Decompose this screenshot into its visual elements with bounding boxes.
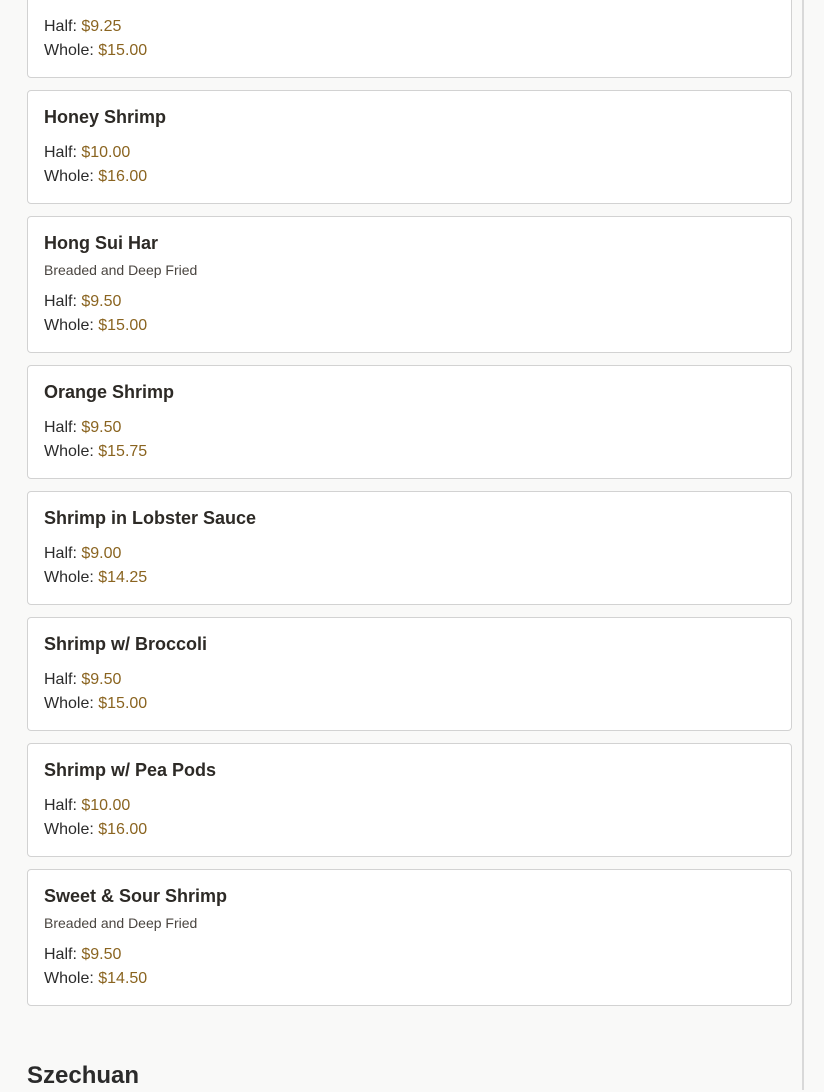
whole-price-label: Whole: bbox=[44, 168, 94, 185]
whole-price-label: Whole: bbox=[44, 695, 94, 712]
whole-price-line bbox=[44, 692, 775, 716]
whole-price-label: Whole: bbox=[44, 569, 94, 586]
whole-price-line bbox=[44, 39, 775, 63]
menu-item-list bbox=[27, 0, 792, 1018]
whole-price-label: Whole: bbox=[44, 970, 94, 987]
half-price-value: $9.50 bbox=[81, 946, 122, 963]
half-price-value: $9.50 bbox=[81, 293, 122, 310]
whole-price-line bbox=[44, 818, 775, 842]
menu-item-name: Honey Shrimp bbox=[44, 107, 167, 127]
menu-item-description: Breaded and Deep Fried bbox=[44, 915, 198, 931]
page-edge-divider bbox=[802, 0, 804, 1090]
whole-price-value: $15.75 bbox=[98, 443, 148, 460]
menu-item-name: Shrimp in Lobster Sauce bbox=[44, 508, 257, 528]
whole-price-line bbox=[44, 440, 775, 464]
half-price-line bbox=[44, 416, 775, 440]
half-price-label: Half: bbox=[44, 671, 77, 688]
whole-price-line bbox=[44, 566, 775, 590]
half-price-value: $9.50 bbox=[81, 419, 122, 436]
menu-item-name: Sweet & Sour Shrimp bbox=[44, 886, 228, 906]
whole-price-line bbox=[44, 967, 775, 991]
section-heading-szechuan: Szechuan bbox=[27, 1062, 140, 1089]
whole-price-value: $15.00 bbox=[98, 42, 148, 59]
whole-price-value: $16.00 bbox=[98, 821, 148, 838]
menu-item-card bbox=[27, 491, 792, 605]
menu-item-card bbox=[27, 90, 792, 204]
menu-item-card bbox=[27, 365, 792, 479]
half-price-line bbox=[44, 794, 775, 818]
whole-price-value: $14.25 bbox=[98, 569, 148, 586]
menu-item-name: Hong Sui Har bbox=[44, 233, 159, 253]
menu-item-name bbox=[44, 0, 775, 2]
menu-item-card bbox=[27, 216, 792, 353]
whole-price-value: $14.50 bbox=[98, 970, 148, 987]
half-price-label: Half: bbox=[44, 144, 77, 161]
menu-item-name: Shrimp w/ Broccoli bbox=[44, 634, 208, 654]
half-price-value: $10.00 bbox=[81, 144, 131, 161]
whole-price-label: Whole: bbox=[44, 821, 94, 838]
whole-price-label: Whole: bbox=[44, 443, 94, 460]
whole-price-value: $15.00 bbox=[98, 695, 148, 712]
half-price-line bbox=[44, 943, 775, 967]
whole-price-value: $15.00 bbox=[98, 317, 148, 334]
half-price-label: Half: bbox=[44, 946, 77, 963]
menu-item-name: Shrimp w/ Pea Pods bbox=[44, 760, 217, 780]
half-price-label: Half: bbox=[44, 419, 77, 436]
half-price-value: $10.00 bbox=[81, 797, 131, 814]
menu-item-card bbox=[27, 743, 792, 857]
half-price-line bbox=[44, 141, 775, 165]
half-price-label: Half: bbox=[44, 797, 77, 814]
half-price-label: Half: bbox=[44, 18, 77, 35]
menu-item-card bbox=[27, 0, 792, 78]
whole-price-label: Whole: bbox=[44, 42, 94, 59]
half-price-line bbox=[44, 15, 775, 39]
whole-price-label: Whole: bbox=[44, 317, 94, 334]
half-price-label: Half: bbox=[44, 293, 77, 310]
half-price-label: Half: bbox=[44, 545, 77, 562]
menu-item-card bbox=[27, 869, 792, 1006]
whole-price-line bbox=[44, 165, 775, 189]
half-price-value: $9.50 bbox=[81, 671, 122, 688]
menu-item-name: Orange Shrimp bbox=[44, 382, 175, 402]
half-price-line bbox=[44, 668, 775, 692]
half-price-value: $9.25 bbox=[81, 18, 122, 35]
half-price-value: $9.00 bbox=[81, 545, 122, 562]
menu-item-card bbox=[27, 617, 792, 731]
menu-item-description: Breaded and Deep Fried bbox=[44, 262, 198, 278]
whole-price-value: $16.00 bbox=[98, 168, 148, 185]
half-price-line bbox=[44, 290, 775, 314]
whole-price-line bbox=[44, 314, 775, 338]
half-price-line bbox=[44, 542, 775, 566]
